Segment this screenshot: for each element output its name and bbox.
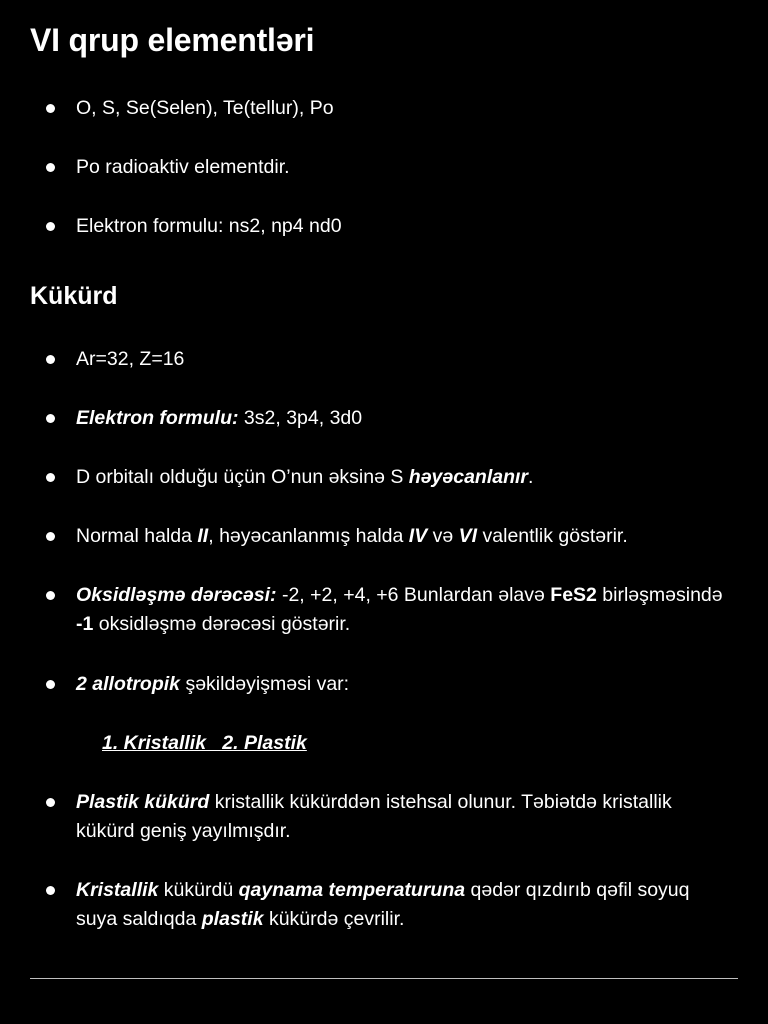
bullet-icon: [46, 222, 55, 231]
list-item: [76, 522, 726, 551]
list-item-text: oksidləşmə dərəcəsi göstərir.: [93, 613, 351, 635]
list-item-text: Ar=32, Z=16: [76, 348, 185, 370]
emphasis-text: qaynama temperaturuna: [238, 879, 466, 901]
bullet-icon: [46, 798, 55, 807]
bullet-icon: [46, 886, 55, 895]
emphasis-text: Plastik kükürd: [76, 791, 210, 813]
list-item-text: birləşməsində: [596, 584, 723, 606]
list-item-text: O, S, Se(Selen), Te(tellur), Po: [76, 97, 334, 119]
list-item-text: qədər qızdırıb qəfil soyuq suya saldıqda: [76, 879, 690, 930]
emphasis-text: Kristallik: [76, 879, 159, 901]
list-item-text: D orbitalı olduğu üçün O’nun əksinə S: [76, 466, 409, 488]
bullet-icon: [46, 414, 55, 423]
list-item-text: və: [427, 525, 459, 547]
list-item-text: , həyəcanlanmış halda: [208, 525, 409, 547]
emphasis-text: plastik: [201, 908, 264, 930]
list-item: [76, 94, 726, 123]
list-item: [76, 670, 726, 699]
list-item-text: -2, +2, +4, +6 Bunlardan əlavə: [276, 584, 551, 606]
list-item-text: kükürdü: [158, 879, 239, 901]
valence-value: IV: [408, 525, 428, 547]
list-item: [76, 788, 726, 846]
list-item-text: Po radioaktiv elementdir.: [76, 156, 290, 178]
bullet-icon: [46, 473, 55, 482]
list-item: [76, 404, 726, 433]
emphasis-label: Oksidləşmə dərəcəsi:: [76, 584, 277, 606]
list-item-text: Normal halda: [76, 525, 198, 547]
list-item-text: kristallik kükürddən istehsal olunur. Təbiətdə kristallik kükürd geniş yayılmışdır.: [76, 791, 672, 842]
bullet-icon: [46, 680, 55, 689]
allotropes-line: 1. Kristallik 2. Plastik: [102, 732, 307, 754]
bullet-icon: [46, 355, 55, 364]
list-item: [76, 345, 726, 374]
section-title-sulfur: Kükürd: [30, 282, 118, 310]
list-item: [76, 876, 726, 934]
list-item: [76, 581, 726, 639]
bullet-icon: [46, 591, 55, 600]
list-item-text: valentlik göstərir.: [477, 525, 628, 547]
valence-value: II: [197, 525, 209, 547]
list-item-text: 3s2, 3p4, 3d0: [238, 407, 363, 429]
section-title-vi-group: VI qrup elementləri: [30, 22, 315, 58]
list-item: [76, 212, 726, 241]
emphasis-text: həyəcanlanır: [408, 466, 529, 488]
list-item-text: kükürdə çevrilir.: [263, 908, 405, 930]
divider: [30, 978, 738, 979]
bullet-icon: [46, 163, 55, 172]
bullet-icon: [46, 532, 55, 541]
bullet-icon: [46, 104, 55, 113]
valence-value: VI: [458, 525, 478, 547]
list-item: [76, 463, 726, 492]
list-item-text: Elektron formulu: ns2, np4 nd0: [76, 215, 342, 237]
oxidation-value: -1: [76, 613, 94, 635]
compound-name: FeS2: [550, 584, 597, 606]
list-item-text: şəkildəyişməsi var:: [180, 673, 350, 695]
list-item-text: .: [528, 466, 534, 488]
emphasis-text: 2 allotropik: [76, 673, 181, 695]
emphasis-label: Elektron formulu:: [76, 407, 239, 429]
list-item: [76, 153, 726, 182]
